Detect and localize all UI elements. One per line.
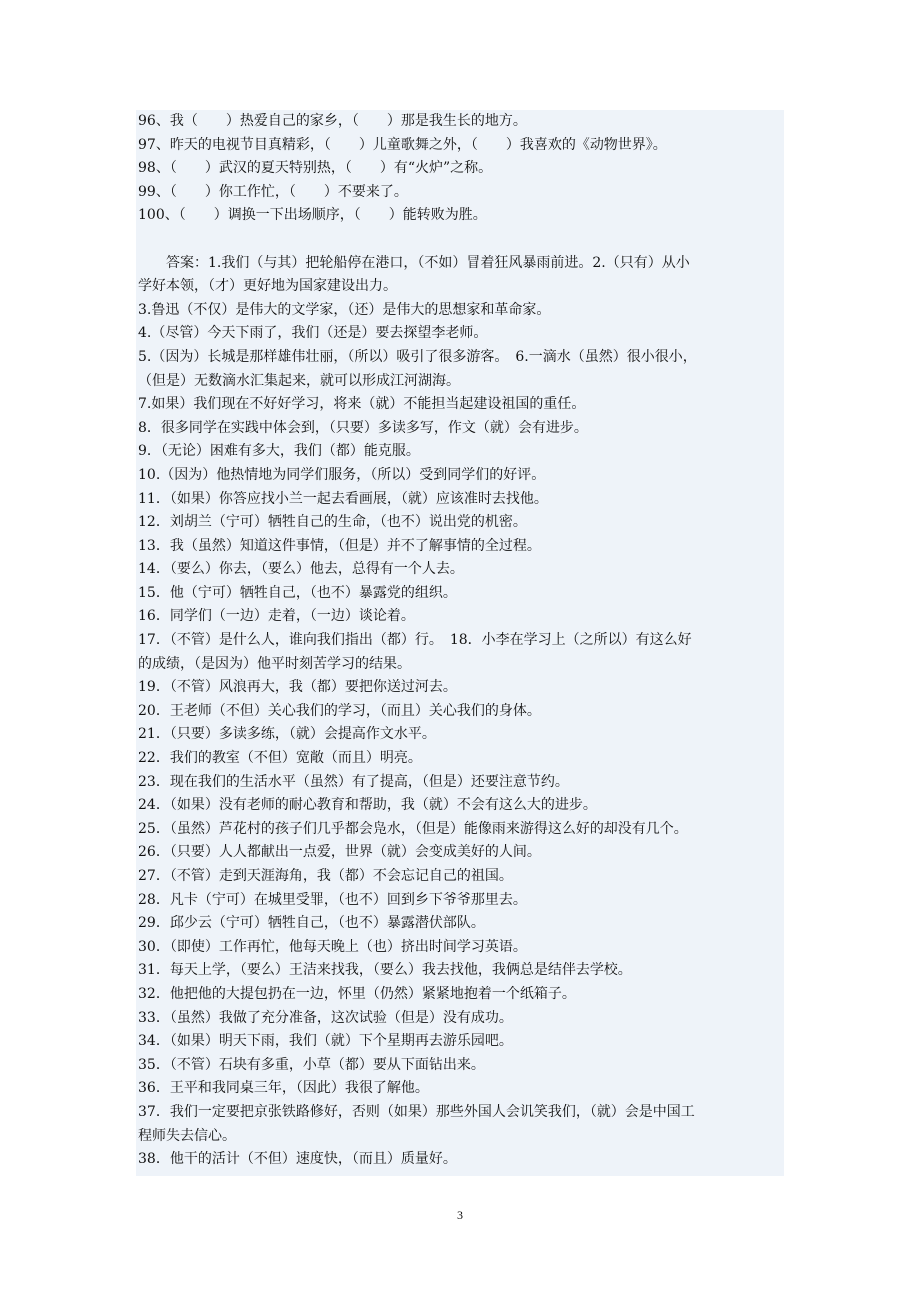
answer-line: 10.（因为）他热情地为同学们服务，（所以）受到同学们的好评。 [138, 466, 546, 483]
answer-line: 27．（不管）走到天涯海角，我（都）不会忘记自己的祖国。 [138, 868, 513, 884]
answer-line: 17．（不管）是什么人，谁向我们指出（都）行。 18．小李在学习上（之所以）有这么好 [138, 632, 692, 649]
answer-line: 19．（不管）风浪再大，我（都）要把你送过河去。 [138, 679, 457, 696]
answer-line: 35．（不管）石块有多重，小草（都）要从下面钻出来。 [138, 1056, 485, 1073]
answer-line: 26．（只要）人人都献出一点爱，世界（就）会变成美好的人间。 [138, 844, 541, 861]
answer-line: 38．他干的活计（不但）速度快，（而且）质量好。 [138, 1151, 457, 1168]
answer-line: 36．王平和我同桌三年，（因此）我很了解他。 [138, 1080, 429, 1097]
answer-line: 16．同学们（一边）走着，（一边）谈论着。 [138, 608, 415, 625]
answer-line: （但是）无数滴水汇集起来，就可以形成江河湖海。 [138, 372, 460, 389]
exercise-line: 99、（ ）你工作忙，（ ）不要来了。 [138, 183, 408, 200]
answer-line: 20．王老师（不但）关心我们的学习，（而且）关心我们的身体。 [138, 702, 541, 719]
answer-line: 程师失去信心。 [138, 1127, 236, 1144]
blank-line [138, 228, 782, 252]
exercise-line: 100、（ ）调换一下出场顺序，（ ）能转败为胜。 [138, 207, 487, 224]
exercise-line: 98、（ ）武汉的夏天特别热，（ ）有“火炉”之称。 [138, 160, 493, 177]
answer-line: 学好本领，（才）更好地为国家建设出力。 [138, 278, 397, 295]
answer-line: 22．我们的教室（不但）宽敞（而且）明亮。 [138, 750, 422, 767]
answer-line: 24．（如果）没有老师的耐心教育和帮助，我（就）不会有这么大的进步。 [138, 797, 597, 814]
answer-line: 28．凡卡（宁可）在城里受罪，（也不）回到乡下爷爷那里去。 [138, 891, 527, 908]
exercise-line: 96、我（ ）热爱自己的家乡，（ ）那是我生长的地方。 [138, 113, 527, 129]
answer-line: 31．每天上学，（要么）王洁来找我，（要么）我去找他，我俩总是结伴去学校。 [138, 962, 632, 979]
answer-line: 11．（如果）你答应找小兰一起去看画展，（就）应该准时去找他。 [138, 490, 548, 507]
answer-line: 13．我（虽然）知道这件事情，（但是）并不了解事情的全过程。 [138, 537, 541, 554]
page-number: 3 [457, 1208, 463, 1222]
answer-line: 32．他把他的大提包扔在一边，怀里（仍然）紧紧地抱着一个纸箱子。 [138, 985, 576, 1002]
answer-line: 14．（要么）你去，（要么）他去，总得有一个人去。 [138, 561, 464, 578]
answer-line: 答案：1.我们（与其）把轮船停在港口，（不如）冒着狂风暴雨前进。2.（只有）从小 [166, 254, 690, 271]
answer-line: 29．邱少云（宁可）牺牲自己，（也不）暴露潜伏部队。 [138, 915, 485, 932]
answer-line: 9．（无论）困难有多大，我们（都）能克服。 [138, 443, 420, 460]
answer-line: 25．（虽然）芦花村的孩子们几乎都会凫水，（但是）能像雨来游得这么好的却没有几个。 [138, 820, 688, 837]
exercise-list [138, 110, 782, 228]
answer-line: 37．我们一定要把京张铁路修好，否则（如果）那些外国人会讥笑我们，（就）会是中国工 [138, 1103, 695, 1120]
answer-line: 4.（尽管）今天下雨了，我们（还是）要去探望李老师。 [138, 325, 488, 342]
answer-line: 21．（只要）多读多练，（就）会提高作文水平。 [138, 726, 436, 743]
answer-line: 12．刘胡兰（宁可）牺牲自己的生命，（也不）说出党的机密。 [138, 514, 527, 531]
answer-line: 3.鲁迅（不仅）是伟大的文学家，（还）是伟大的思想家和革命家。 [138, 301, 551, 318]
exercise-line: 97、昨天的电视节目真精彩，（ ）儿童歌舞之外，（ ）我喜欢的《动物世界》。 [138, 136, 667, 153]
document-body [136, 110, 784, 1176]
answer-line: 33．（虽然）我做了充分准备，这次试验（但是）没有成功。 [138, 1009, 513, 1026]
answer-section [138, 252, 782, 1172]
answer-line: 5.（因为）长城是那样雄伟壮丽，（所以）吸引了很多游客。 6.一滴水（虽然）很小很小， [138, 348, 697, 365]
answer-line: 15．他（宁可）牺牲自己，（也不）暴露党的组织。 [138, 584, 457, 601]
answer-line: 7.如果）我们现在不好好学习，将来（就）不能担当起建设祖国的重任。 [138, 396, 586, 413]
answer-line: 34．（如果）明天下雨，我们（就）下个星期再去游乐园吧。 [138, 1033, 513, 1050]
answer-line: 23．现在我们的生活水平（虽然）有了提高，（但是）还要注意节约。 [138, 773, 569, 790]
answer-line: 30．（即使）工作再忙，他每天晚上（也）挤出时间学习英语。 [138, 938, 527, 955]
answer-line: 8．很多同学在实践中体会到，（只要）多读多写，作文（就）会有进步。 [138, 419, 588, 436]
answer-line: 的成绩，（是因为）他平时刻苦学习的结果。 [138, 655, 411, 672]
